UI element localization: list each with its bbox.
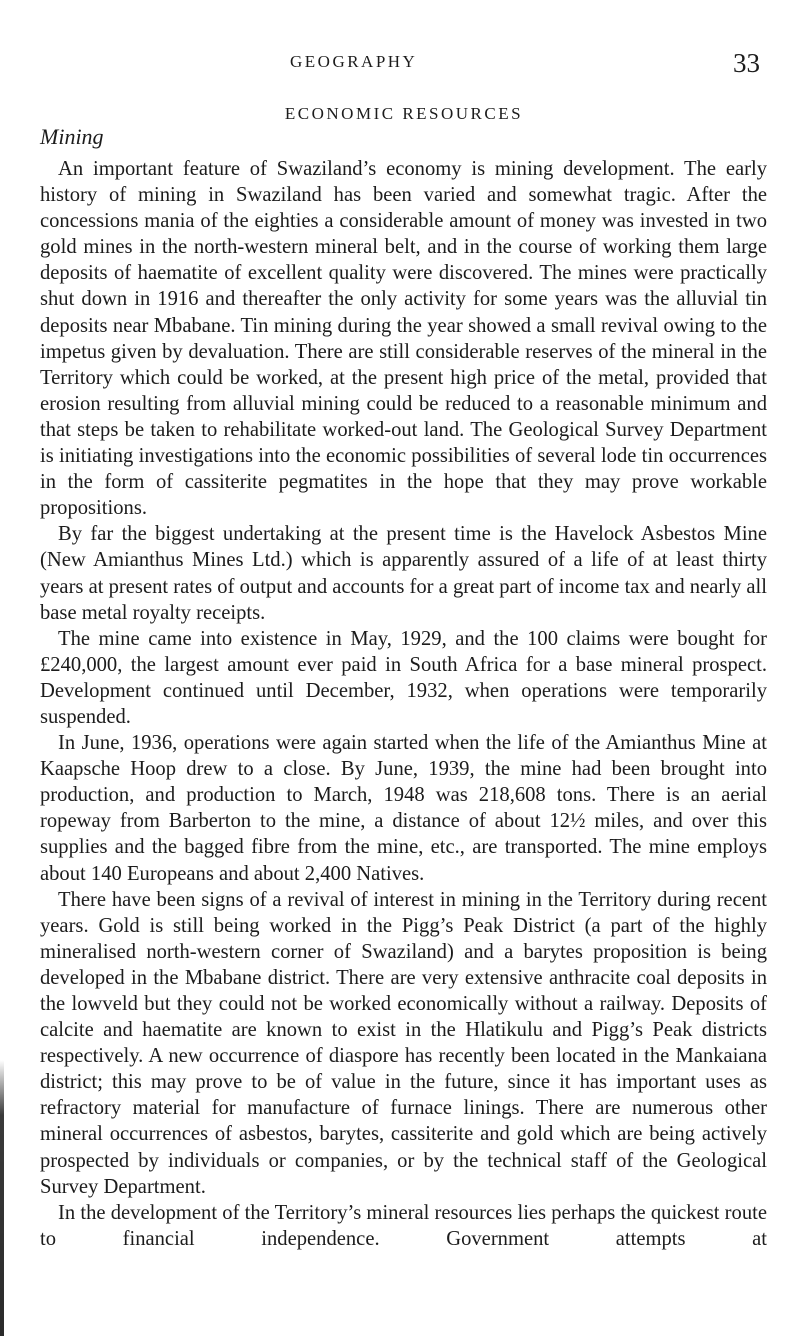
paragraph: The mine came into existence in May, 1929, and the 100 claims were bought for £240,000, the largest amount ever paid in South Africa for a base mineral prospect. Development continued until December, 1932, when operations were temporarily suspended.: [40, 627, 767, 728]
paragraph: An important feature of Swaziland’s economy is mining development. The early history of mining in Swaziland has been varied and somewhat tragic. After the concessions mania of the eighties a considerable amount of money was invested in two gold mines in the north-western mineral belt, and in the course of working them large deposits of haematite of excellent quality were discovered. The mines were practically shut down in 1916 and thereafter the only activity for some years was the alluvial tin deposits near Mbabane. Tin mining during the year showed a small revival owing to the impetus given by devaluation. There are still considerable reserves of the mineral in the Territory which could be worked, at the present high price of the metal, provided that erosion resulting from alluvial mining could be reduced to a reasonable minimum and that steps be taken to rehabilitate worked-out land. The Geological Survey Department is initiating investigations into the economic possibilities of several lode tin occurrences in the form of cassiterite pegmatites in the hope that they may prove workable propositions.: [40, 158, 767, 520]
page-number: 33: [733, 48, 760, 78]
binding-shadow: [0, 1060, 4, 1336]
paragraph: In the development of the Territory’s mineral resources lies perhaps the quickest route to financial independence. Government attempts at: [40, 1201, 767, 1250]
running-head: GEOGRAPHY: [290, 52, 418, 71]
section-heading: ECONOMIC RESOURCES: [284, 104, 524, 123]
subsection-heading: Mining: [40, 124, 104, 149]
paragraph: There have been signs of a revival of interest in mining in the Territory during recent years. Gold is still being worked in the Pigg’s Peak District (a part of the highly mineralised north-western corner of Swaziland) and a barytes proposition is being developed in the Mbabane district. There are very extensive anthracite coal deposits in the lowveld but they could not be worked economically without a railway. Deposits of calcite and haematite are known to exist in the Hlatikulu and Pigg’s Peak districts respectively. A new occurrence of diaspore has recently been located in the Mankaiana district; this may prove to be of value in the future, since it has important uses as refractory material for manufacture of furnace linings. There are numerous other mineral occurrences of asbestos, barytes, cassiterite and gold which are being actively prospected by individuals or companies, or by the technical staff of the Geological Survey Department.: [40, 888, 767, 1198]
body-text: [40, 156, 767, 1252]
paragraph: In June, 1936, operations were again started when the life of the Amianthus Mine at Kaapsche Hoop drew to a close. By June, 1939, the mine had been brought into production, and production to March, 1948 was 218,608 tons. There is an aerial ropeway from Barberton to the mine, a distance of about 12½ miles, and over this supplies and the bagged fibre from the mine, etc., are transported. The mine employs about 140 Europeans and about 2,400 Natives.: [40, 732, 767, 885]
paragraph: By far the biggest undertaking at the present time is the Havelock Asbestos Mine (New Amianthus Mines Ltd.) which is apparently assured of a life of at least thirty years at present rates of output and accounts for a great part of income tax and nearly all base metal royalty receipts.: [40, 523, 767, 624]
